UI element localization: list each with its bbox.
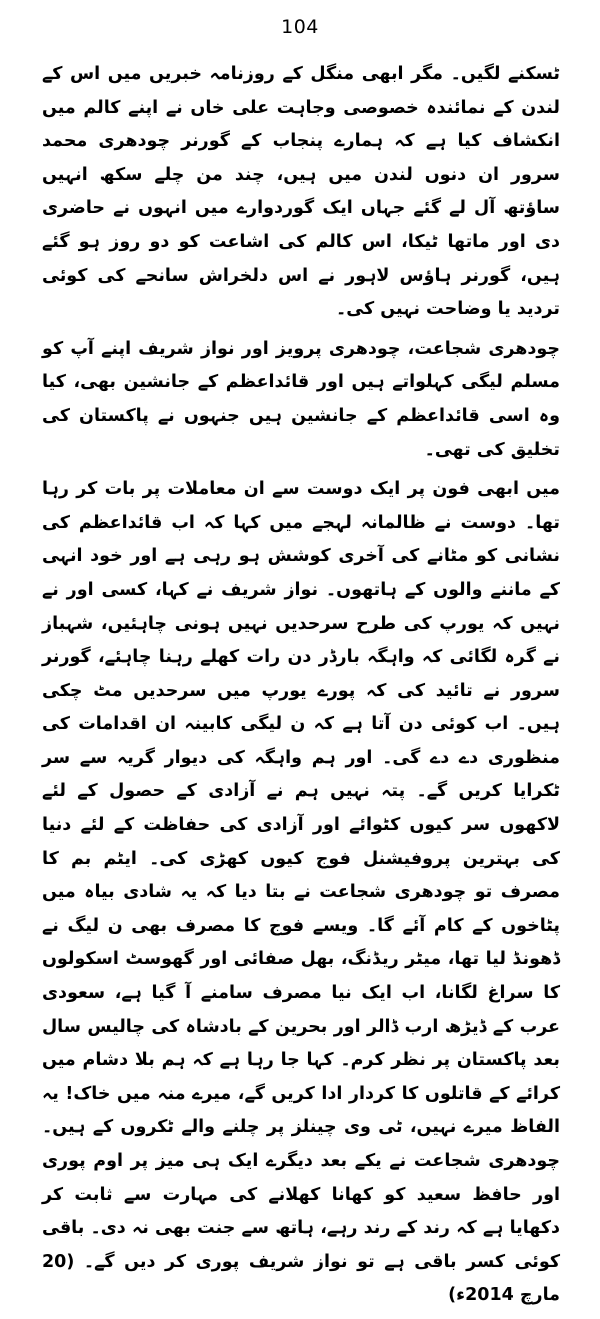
paragraph-2: چودھری شجاعت، چودھری پرویز اور نواز شریف اپنے آپ کو مسلم لیگی کہلواتے ہیں اور قائداعظم کے جانشین بھی، کیا وہ اسی قائداعظم کے جانشین ہیں جنہوں نے پاکستان کی تخلیق کی تھی۔ bbox=[42, 338, 560, 460]
paragraph-1: ٹسکنے لگیں۔ مگر ابھی منگل کے روزنامہ خبریں میں اس کے لندن کے نمائندہ خصوصی وجاہت علی خاں نے اپنے کالم میں انکشاف کیا ہے کہ ہمارے پنجاب کے گورنر چودھری محمد سرور ان دنوں لندن میں ہیں، چند من چلے سکھ انہیں ساؤتھ آل لے گئے جہاں ایک گوردوارے میں انہوں نے حاضری دی اور ماتھا ٹیکا، اس کالم کی اشاعت کو دو روز ہو گئے ہیں، گورنر ہاؤس لاہور نے اس دلخراش سانحے کی کوئی تردید یا وضاحت نہیں کی۔ bbox=[42, 64, 560, 320]
paragraph-3: میں ابھی فون پر ایک دوست سے ان معاملات پر بات کر رہا تھا۔ دوست نے ظالمانہ لہجے میں کہا کہ اب قائداعظم کی نشانی کو مٹانے کی آخری کوشش ہو رہی ہے اور خود انہی کے ماننے والوں کے ہاتھوں۔ نواز شریف نے کہا، کسی اور نے نہیں کہ یورپ کی طرح سرحدیں نہیں ہونی چاہئیں، شہباز نے گرہ لگائی کہ واہگہ بارڈر دن رات کھلے رہنا چاہئے، گورنر سرور نے تائید کی کہ پورے یورپ میں سرحدیں مٹ چکی ہیں۔ اب کوئی دن آتا ہے کہ ن لیگی کابینہ ان اقدامات کی منظوری دے دے گی۔ اور ہم واہگہ کی دیوار گریہ سے سر ٹکرایا کریں گے۔ پتہ نہیں ہم نے آزادی کے حصول کے لئے لاکھوں سر کیوں کٹوائے اور آزادی کی حفاظت کے لئے دنیا کی بہترین پروفیشنل فوج کیوں کھڑی کی۔ ایٹم بم کا مصرف تو چودھری شجاعت نے بتا دیا کہ یہ شادی بیاہ میں پٹاخوں کے کام آئے گا۔ ویسے فوج کا مصرف بھی ن لیگ نے ڈھونڈ لیا تھا، میٹر ریڈنگ، بھل صفائی اور گھوسٹ اسکولوں کا سراغ لگانا، اب ایک نیا مصرف سامنے آ گیا ہے، سعودی عرب کے ڈیڑھ ارب ڈالر اور بحرین کے بادشاہ کی چالیس سال بعد پاکستان پر نظر کرم۔ کہا جا رہا ہے کہ ہم بلا دشام میں کرائے کے قاتلوں کا کردار ادا کریں گے، میرے منہ میں خاک! یہ الفاظ میرے نہیں، ٹی وی چینلز پر چلنے والے ٹکروں کے ہیں۔ چودھری شجاعت نے یکے بعد دیگرے ایک ہی میز پر اوم پوری اور حافظ سعید کو کھانا کھلانے کی مہارت سے ثابت کر دکھایا ہے کہ رند کے رند رہے، ہاتھ سے جنت بھی نہ دی۔ باقی کوئی کسر باقی ہے تو نواز شریف پوری کر دیں گے۔ (20 مارچ 2014ء) bbox=[42, 479, 560, 1306]
article-body bbox=[42, 58, 560, 1319]
page-number: 104 bbox=[281, 16, 319, 38]
